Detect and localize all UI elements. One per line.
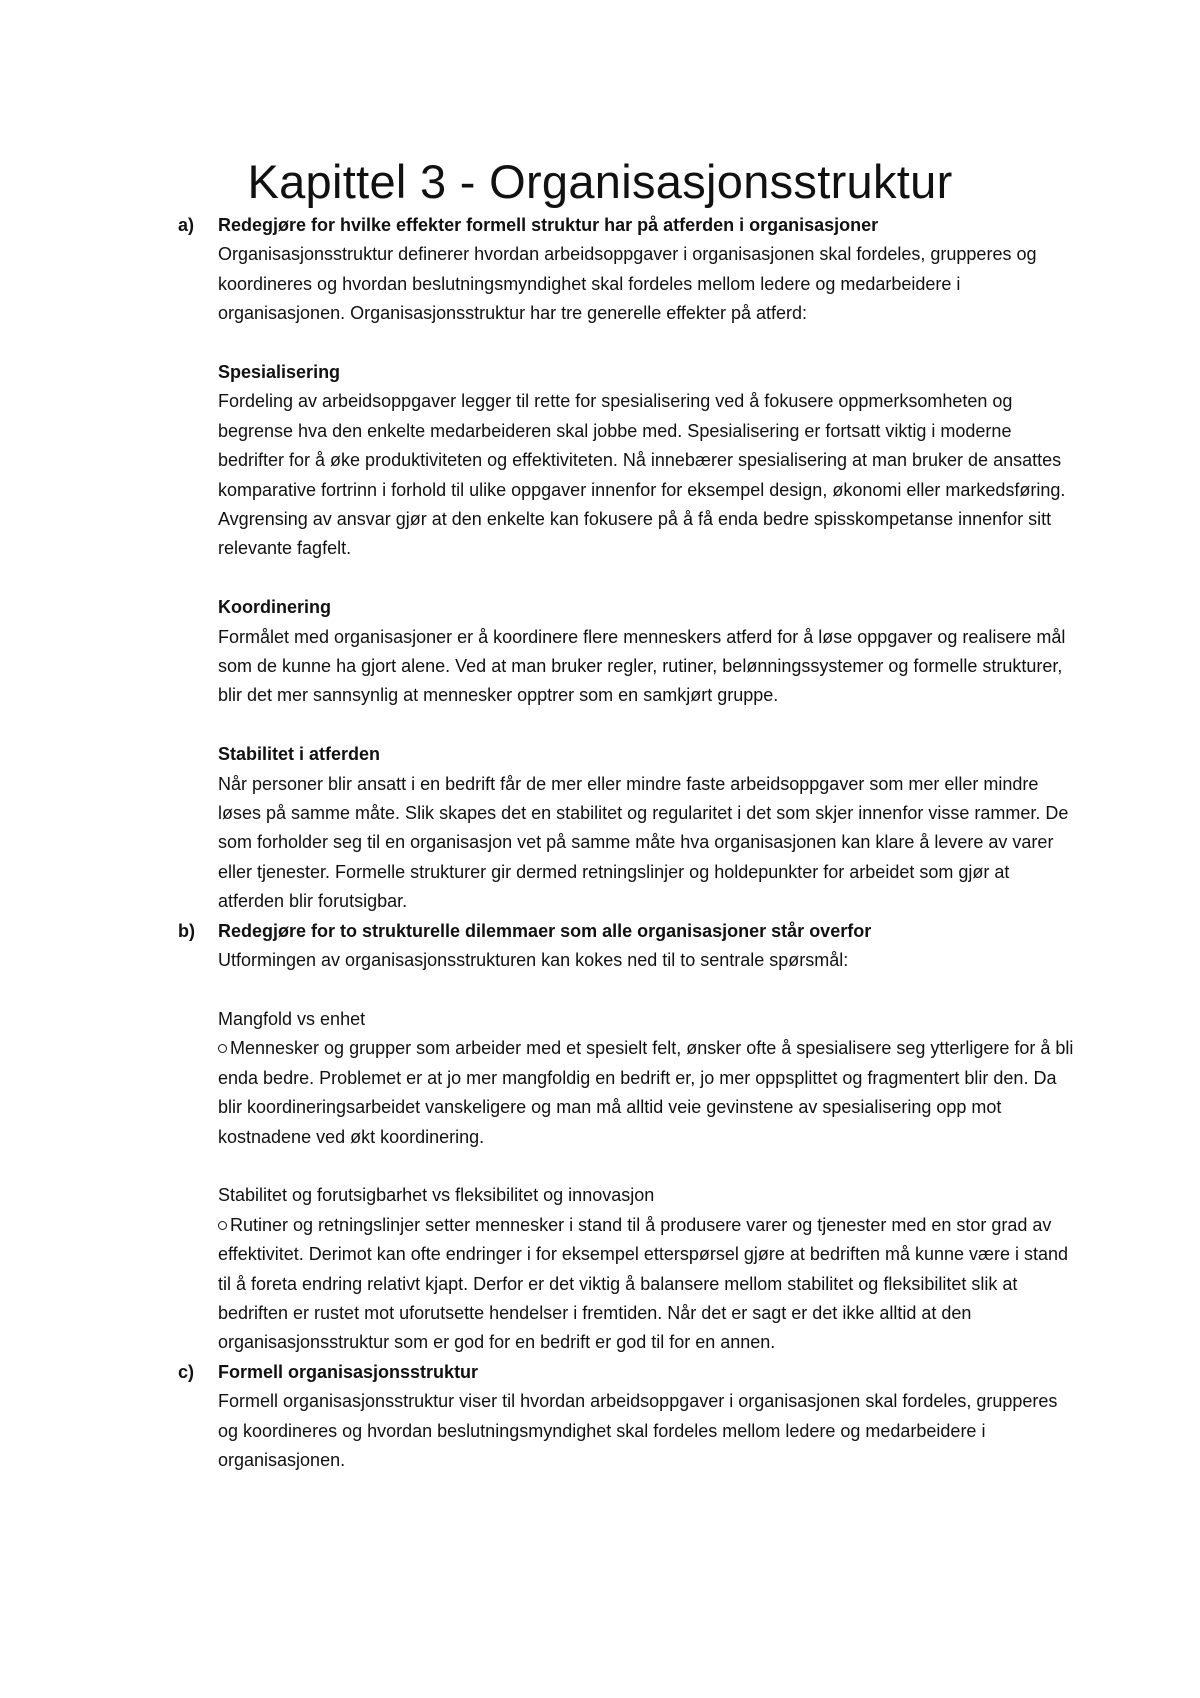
- document-body: [178, 211, 1078, 1475]
- page-title: Kapittel 3 - Organisasjonsstruktur: [247, 155, 953, 208]
- dilemma-text: Mennesker og grupper som arbeider med et spesielt felt, ønsker ofte å spesialisere seg ytterligere for å bli enda bedre. Problemet er at jo mer mangfoldig en bedrift er, jo mer oppsplittet og fragmentert blir den. Da blir koordineringsarbeidet vanskeligere og man må alltid veie gevinstene av spesialisering opp mot kostnadene ved økt koordinering.: [218, 1038, 1074, 1147]
- spacer: [218, 329, 1078, 358]
- dilemma-paragraph: [218, 1034, 1078, 1152]
- dilemma-heading: Mangfold vs enhet: [218, 1008, 366, 1029]
- circle-bullet-icon: [218, 1044, 227, 1053]
- subsection-text: Når personer blir ansatt i en bedrift får de mer eller mindre faste arbeidsoppgaver som mer eller mindre løses på samme måte. Slik skapes det en stabilitet og regularitet i det som skjer innenfor visse rammer. De som forholder seg til en organisasjon vet på samme måte hva organisasjonen kan klare å levere av varer eller tjenester. Formelle strukturer gir dermed retningslinjer og holdepunkter for arbeidet som gjør at atferden blir forutsigbar.: [218, 773, 1069, 912]
- section-intro: Utformingen av organisasjonsstrukturen kan kokes ned til to sentrale spørsmål:: [218, 950, 849, 971]
- section-marker: a): [178, 215, 195, 235]
- spacer: [218, 1152, 1078, 1181]
- subsection-heading: Stabilitet i atferden: [218, 744, 381, 765]
- section-intro: Formell organisasjonsstruktur viser til hvordan arbeidsoppgaver i organisasjonen skal fordeles, grupperes og koordineres og hvordan beslutningsmyndighet skal fordeles mellom ledere og medarbeidere i organisasjonen.: [218, 1391, 1058, 1470]
- subsection-heading: Spesialisering: [218, 362, 341, 383]
- section-c: [178, 1358, 1078, 1476]
- subsection-heading: Koordinering: [218, 597, 331, 618]
- section-marker: b): [178, 920, 195, 941]
- section-question: Formell organisasjonsstruktur: [218, 1361, 479, 1382]
- section-question: Redegjøre for to strukturelle dilemmaer som alle organisasjoner står overfor: [218, 920, 872, 941]
- spacer: [218, 711, 1078, 740]
- circle-bullet-icon: [218, 1221, 227, 1230]
- subsection-text: Fordeling av arbeidsoppgaver legger til rette for spesialisering ved å fokusere oppmerksomheten og begrense hva den enkelte medarbeideren skal jobbe med. Spesialisering er fortsatt viktig i moderne bedrifter for å øke produktiviteten og effektiviteten. Nå innebærer spesialisering at man bruker de ansattes komparative fortrinn i forhold til ulike oppgaver innenfor for eksempel design, økonomi eller markedsføring. Avgrensing av ansvar gjør at den enkelte kan fokusere på å få enda bedre spisskompetanse innenfor sitt relevante fagfelt.: [218, 391, 1066, 559]
- section-a: [178, 211, 1078, 917]
- dilemma-text: Rutiner og retningslinjer setter mennesker i stand til å produsere varer og tjenester med en stor grad av effektivitet. Derimot kan ofte endringer i for eksempel etterspørsel gjøre at bedriften må kunne være i stand til å foreta endring relativt kjapt. Derfor er det viktig å balansere mellom stabilitet og fleksibilitet slik at bedriften er rustet mot uforutsette hendelser i fremtiden. Når det er sagt er det ikke alltid at den organisasjonsstruktur som er god for en bedrift er god til for en annen.: [218, 1214, 1069, 1353]
- spacer: [218, 976, 1078, 1005]
- subsection-text: Formålet med organisasjoner er å koordinere flere menneskers atferd for å løse oppgaver og realisere mål som de kunne ha gjort alene. Ved at man bruker regler, rutiner, belønningssystemer og formelle strukturer, blir det mer sannsynlig at mennesker opptrer som en samkjørt gruppe.: [218, 626, 1066, 706]
- section-b: [178, 917, 1078, 1358]
- section-marker: c): [178, 1361, 195, 1382]
- dilemma-paragraph: [218, 1211, 1078, 1358]
- section-intro: Organisasjonsstruktur definerer hvordan arbeidsoppgaver i organisasjonen skal fordeles, grupperes og koordineres og hvordan beslutningsmyndighet skal fordeles mellom ledere og medarbeidere i organisasjonen. Organisasjonsstruktur har tre generelle effekter på atferd:: [218, 244, 1037, 324]
- section-question: Redegjøre for hvilke effekter formell struktur har på atferden i organisasjoner: [218, 215, 879, 235]
- dilemma-heading: Stabilitet og forutsigbarhet vs fleksibilitet og innovasjon: [218, 1185, 655, 1206]
- spacer: [218, 564, 1078, 593]
